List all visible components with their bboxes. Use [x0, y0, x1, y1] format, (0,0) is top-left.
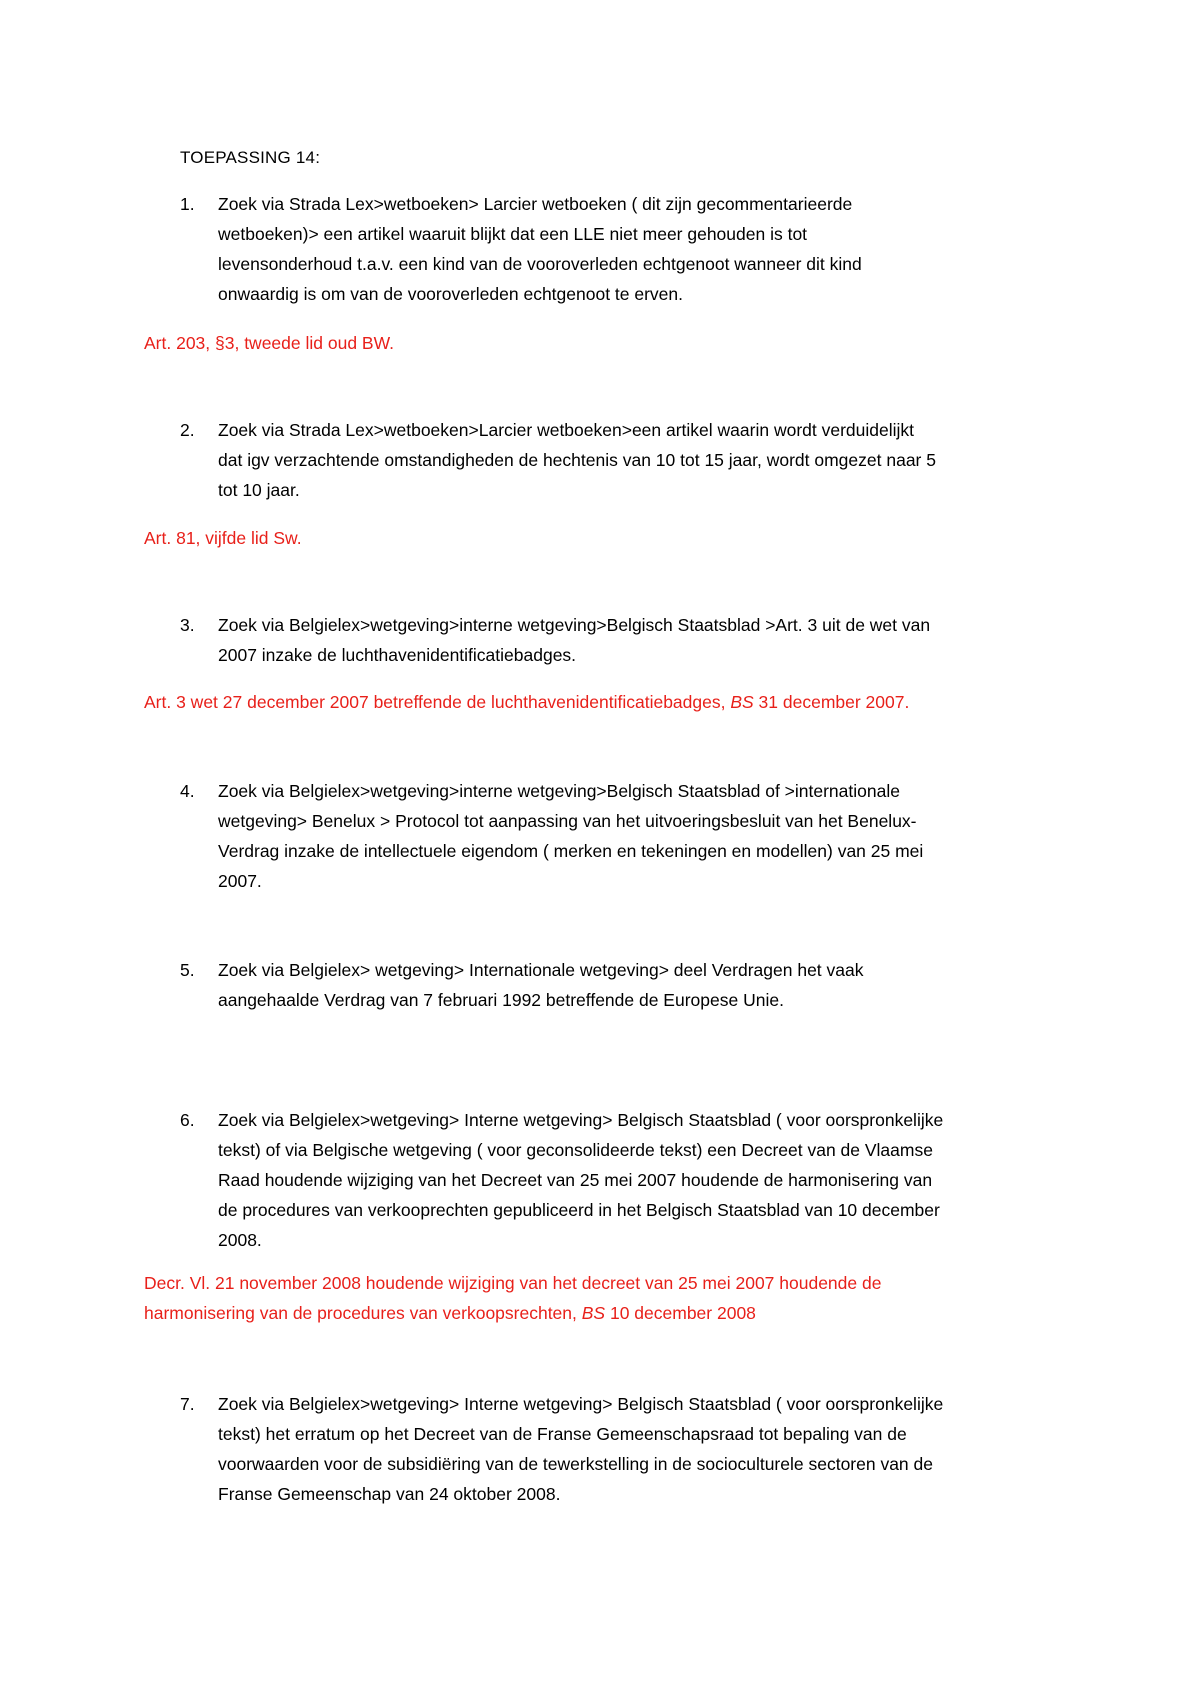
list-item-1 [180, 189, 1060, 309]
list-number: 4. [180, 781, 195, 801]
answer-text: Decr. Vl. 21 november 2008 houdende wijziging van het decreet van 25 mei 2007 houdende de harmonisering van de procedures van verkoopsrechten, [144, 1273, 882, 1323]
list-item-text: Zoek via Strada Lex>wetboeken>Larcier wetboeken>een artikel waarin wordt verduidelijkt dat igv verzachtende omstandigheden de hechtenis van 10 tot 15 jaar, wordt omgezet naar 5 tot 10 jaar. [218, 420, 936, 500]
list-number: 2. [180, 420, 195, 440]
answer-2: Art. 81, vijfde lid Sw. [144, 528, 302, 548]
list-item-text: Zoek via Belgielex>wetgeving>interne wetgeving>Belgisch Staatsblad >Art. 3 uit de wet van 2007 inzake de luchthavenidentificatiebadges. [218, 615, 931, 665]
list-item-4 [180, 776, 1060, 896]
list-item-7 [180, 1389, 1060, 1509]
answer-6 [144, 1268, 1064, 1328]
document-heading: TOEPASSING 14: [180, 148, 321, 167]
answer-text: 31 december 2007. [753, 692, 910, 712]
list-item-text: Zoek via Belgielex>wetgeving> Interne wetgeving> Belgisch Staatsblad ( voor oorspronkelijke tekst) of via Belgische wetgeving ( voor geconsolideerde tekst) een Decreet van de Vlaamse Raad houdende wijziging van het Decreet van 25 mei 2007 houdende de harmonisering van de procedures van verkooprechten gepubliceerd in het Belgisch Staatsblad van 10 december 2008. [218, 1110, 944, 1250]
list-item-text: Zoek via Belgielex>wetgeving>interne wetgeving>Belgisch Staatsblad of >internationale wetgeving> Benelux > Protocol tot aanpassing van het uitvoeringsbesluit van het Benelux- Verdrag inzake de intellectuele eigendom ( merken en tekeningen en modellen) van 25 mei 2007. [218, 781, 924, 891]
list-number: 1. [180, 194, 195, 214]
list-item-text: Zoek via Strada Lex>wetboeken> Larcier wetboeken ( dit zijn gecommentarieerde wetboeken)> een artikel waaruit blijkt dat een LLE niet meer gehouden is tot levensonderhoud t.a.v. een kind van de vooroverleden echtgenoot wanneer dit kind onwaardig is om van de vooroverleden echtgenoot te erven. [218, 194, 862, 304]
list-item-text: Zoek via Belgielex> wetgeving> Internationale wetgeving> deel Verdragen het vaak aangehaalde Verdrag van 7 februari 1992 betreffende de Europese Unie. [218, 960, 864, 1010]
list-number: 6. [180, 1110, 195, 1130]
answer-3 [144, 687, 1064, 717]
list-item-6 [180, 1105, 1060, 1255]
list-number: 5. [180, 960, 195, 980]
answer-italic: BS [581, 1303, 606, 1323]
answer-1: Art. 203, §3, tweede lid oud BW. [144, 333, 395, 353]
answer-text: Art. 3 wet 27 december 2007 betreffende de luchthavenidentificatiebadges, [144, 692, 731, 712]
list-number: 7. [180, 1394, 195, 1414]
list-item-3 [180, 610, 1060, 670]
answer-italic: BS [730, 692, 754, 712]
answer-text: 10 december 2008 [605, 1303, 756, 1323]
list-item-2 [180, 415, 1060, 505]
list-item-text: Zoek via Belgielex>wetgeving> Interne wetgeving> Belgisch Staatsblad ( voor oorspronkelijke tekst) het erratum op het Decreet van de Franse Gemeenschapsraad tot bepaling van de voorwaarden voor de subsidiëring van de tewerkstelling in de socioculturele sectoren van de Franse Gemeenschap van 24 oktober 2008. [218, 1394, 944, 1504]
list-number: 3. [180, 615, 195, 635]
list-item-5 [180, 955, 1060, 1015]
